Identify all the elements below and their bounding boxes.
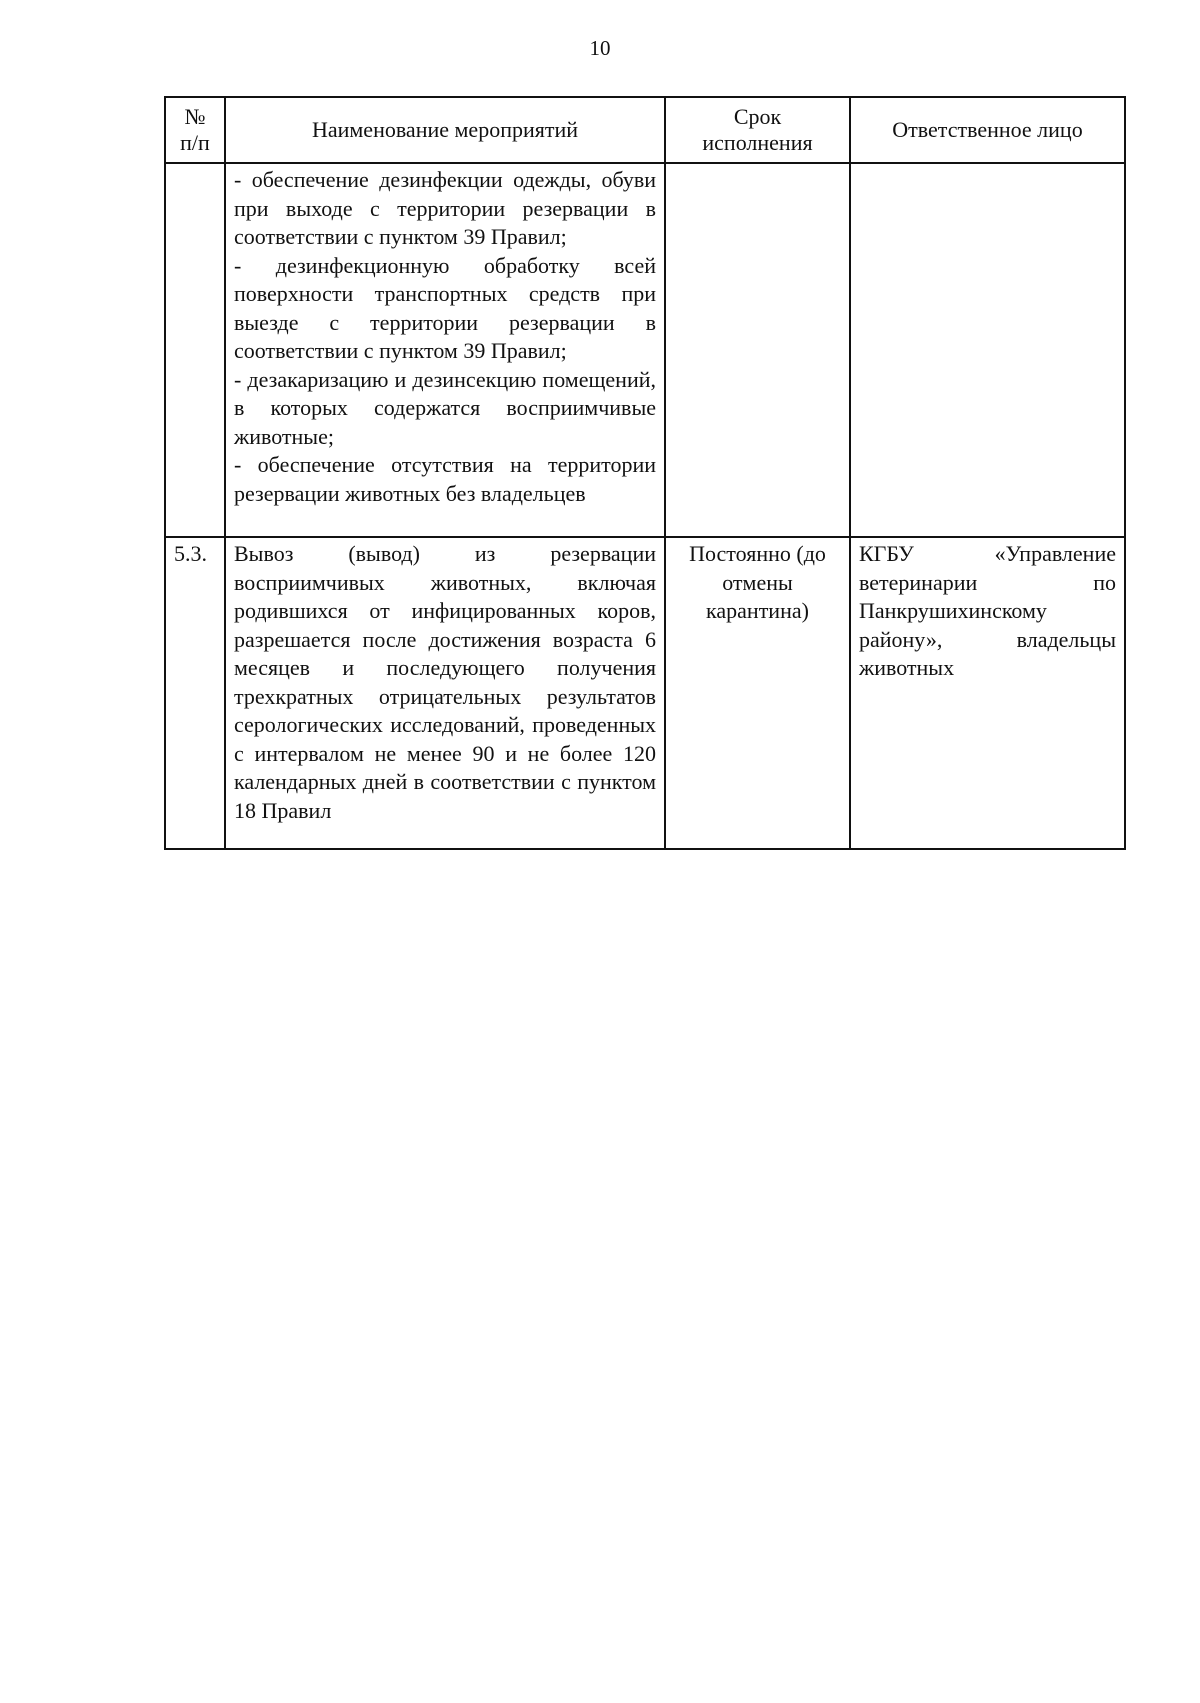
table-row	[165, 537, 1125, 849]
header-term	[665, 97, 850, 163]
measure-name-cell	[225, 163, 665, 537]
measure-name-cell	[225, 537, 665, 849]
header-measure-name: Наименование мероприятий	[225, 97, 665, 163]
header-number-line1: №	[184, 104, 206, 129]
page-number: 10	[589, 36, 611, 60]
header-number	[165, 97, 225, 163]
header-responsible: Ответственное лицо	[850, 97, 1125, 163]
term-cell	[665, 163, 850, 537]
responsible-text: КГБУ «Управление ветеринарии по Панкрушихинскому району», владельцы животных	[859, 541, 1116, 680]
responsible-cell	[850, 163, 1125, 537]
term-cell: Постоянно (до отмены карантина)	[665, 537, 850, 849]
header-number-line2: п/п	[180, 130, 210, 155]
measure-item: - обеспечение отсутствия на территории резервации животных без владельцев	[234, 452, 656, 506]
measure-item: - дезинфекционную обработку всей поверхности транспортных средств при выезде с территории резервации в соответствии с пунктом 39 Правил;	[234, 252, 656, 363]
header-term-line1: Срок	[733, 104, 782, 129]
measure-item: - обеспечение дезинфекции одежды, обуви при выходе с территории резервации в соответствии с пунктом 39 Правил;	[234, 167, 656, 249]
header-term-line2: исполнения	[702, 130, 813, 155]
table-header-row	[165, 97, 1125, 163]
table-row	[165, 163, 1125, 537]
responsible-cell	[850, 537, 1125, 849]
measures-table	[164, 96, 1126, 850]
measure-text: Вывоз (вывод) из резервации восприимчивых животных, включая родившихся от инфицированных коров, разрешается после достижения возраста 6 месяцев и последующего получения трехкратных отрицательных результатов серологических исследований, проведенных с интервалом не менее 90 и не более 120 календарных дней в соответствии с пунктом 18 Правил	[234, 541, 656, 823]
measure-item: - дезакаризацию и дезинсекцию помещений, в которых содержатся восприимчивые животные;	[234, 366, 656, 449]
row-number-cell	[165, 163, 225, 537]
row-number-cell: 5.3.	[165, 537, 225, 849]
